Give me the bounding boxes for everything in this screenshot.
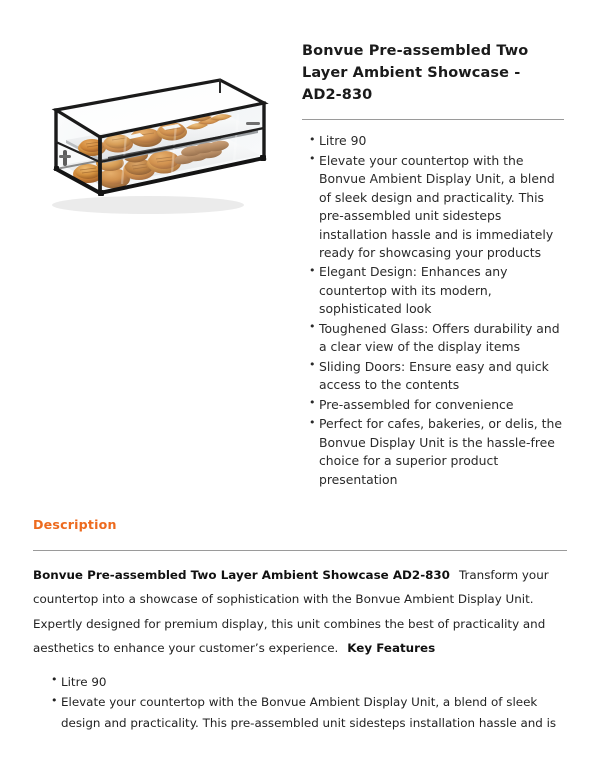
display-case-illustration [22,62,280,252]
list-item: • Litre 90 [319,132,564,150]
list-item: • Elevate your countertop with the Bonvue Ambient Display Unit, a blend of sleek design and practicality. This pre-assembled unit sidesteps installation hassle and is immediately ready for showcasing your products [319,152,564,263]
door-handle-right-icon [246,122,260,125]
product-image[interactable] [22,62,280,252]
product-feature-list [302,132,564,489]
list-item: • Toughened Glass: Offers durability and a clear view of the display items [319,320,564,357]
list-item: • Sliding Doors: Ensure easy and quick access to the contents [319,358,564,395]
list-item: • Pre-assembled for convenience [319,396,564,414]
description-feature-list [33,672,567,733]
product-details [302,40,564,490]
description-heading: Description [33,517,117,532]
key-features-subheading: Key Features [347,641,436,656]
list-item: • Litre 90 [61,672,567,692]
description-body [33,563,567,733]
description-divider [33,550,567,551]
page-title: Bonvue Pre-assembled Two Layer Ambient Showcase - AD2-830 [302,43,529,104]
description-lead-text: Transform your countertop into a showcase of sophistication with the Bonvue Ambient Display Unit. Expertly designed for premium display, this unit combines the best of practicality and aesthetics to enhance your customer’s experience. [33,568,549,656]
list-item: • Elevate your countertop with the Bonvue Ambient Display Unit, a blend of sleek design and practicality. This pre-assembled unit sidesteps installation hassle and is [61,692,567,733]
list-item: • Perfect for cafes, bakeries, or delis, the Bonvue Display Unit is the hassle-free choice for a superior product presentation [319,415,564,489]
description-lead-paragraph [33,563,567,661]
description-lead-bold: Bonvue Pre-assembled Two Layer Ambient Showcase AD2-830 [33,568,450,582]
list-item: • Elegant Design: Enhances any countertop with its modern, sophisticated look [319,263,564,318]
title-divider [302,119,564,120]
